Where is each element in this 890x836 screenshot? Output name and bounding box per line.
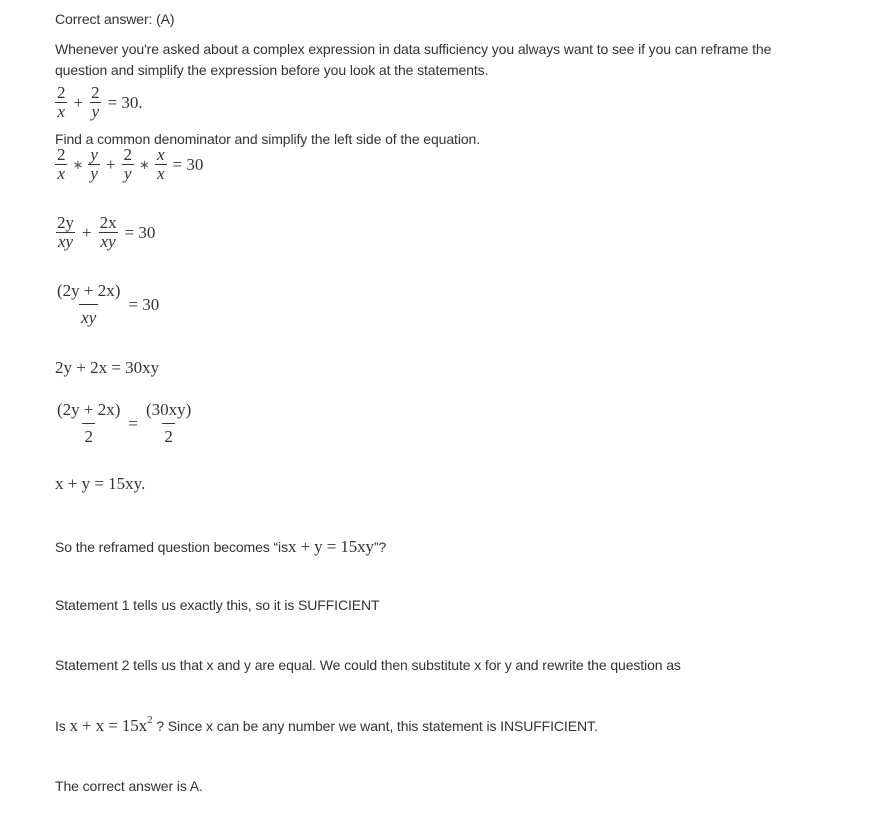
fraction: $\frac{2}{y}$ [91, 83, 100, 121]
equation-2: $\frac{2}{x}$ ∗ $\frac{y}{y}$ + $\frac{2}{y}$ ∗ $\frac{x}{x}$ = 30 [57, 145, 204, 183]
equation-6: $\frac{(2y + 2x)}{2}$ = $\frac{(30xy)}{2}$ [57, 400, 192, 446]
statement-1-text: Statement 1 tells us exactly this, so it is SUFFICIENT [55, 597, 380, 613]
equation-7: x + y = 15xy. [55, 474, 146, 493]
equation-1: $\frac{2}{x}$ + $\frac{2}{y}$ = 30. [57, 83, 143, 121]
rewrite-question: Is $x + x = 15x^2$ ? Since x can be any number we want, this statement is INSUFFICIENT. [55, 714, 598, 735]
fraction: $\frac{x}{x}$ [156, 145, 165, 183]
step-text: Find a common denominator and simplify the left side of the equation. [55, 131, 481, 147]
correct-answer-label: Correct answer: (A) [55, 11, 175, 27]
reframed-question: So the reframed question becomes “isx + y = 15xy”? [55, 537, 387, 556]
fraction: $\frac{(30xy)}{2}$ [146, 400, 192, 446]
fraction: $\frac{2}{x}$ [57, 145, 66, 183]
intro-line-2: question and simplify the expression before you look at the statements. [55, 62, 489, 78]
fraction: $\frac{(2y + 2x)}{2}$ [57, 400, 121, 446]
equation-4: $\frac{(2y + 2x)}{xy}$ = 30 [57, 281, 160, 327]
statement-2-text: Statement 2 tells us that x and y are equal. We could then substitute x for y and rewrite the question as [55, 657, 681, 673]
fraction: $\frac{y}{y}$ [90, 145, 98, 183]
conclusion-text: The correct answer is A. [55, 778, 203, 794]
fraction: $\frac{2}{x}$ [57, 83, 66, 121]
fraction: $\frac{2y}{xy}$ [57, 213, 74, 251]
equation-5: 2y + 2x = 30xy [55, 358, 160, 377]
fraction: $\frac{(2y + 2x)}{xy}$ [57, 281, 121, 327]
fraction: $\frac{2}{y}$ [123, 145, 133, 183]
equation-3: $\frac{2y}{xy}$ + $\frac{2x}{xy}$ = 30 [57, 213, 156, 251]
intro-line-1: Whenever you're asked about a complex expression in data sufficiency you always want to see if you can reframe the [55, 41, 772, 57]
fraction: $\frac{2x}{xy}$ [99, 213, 117, 251]
